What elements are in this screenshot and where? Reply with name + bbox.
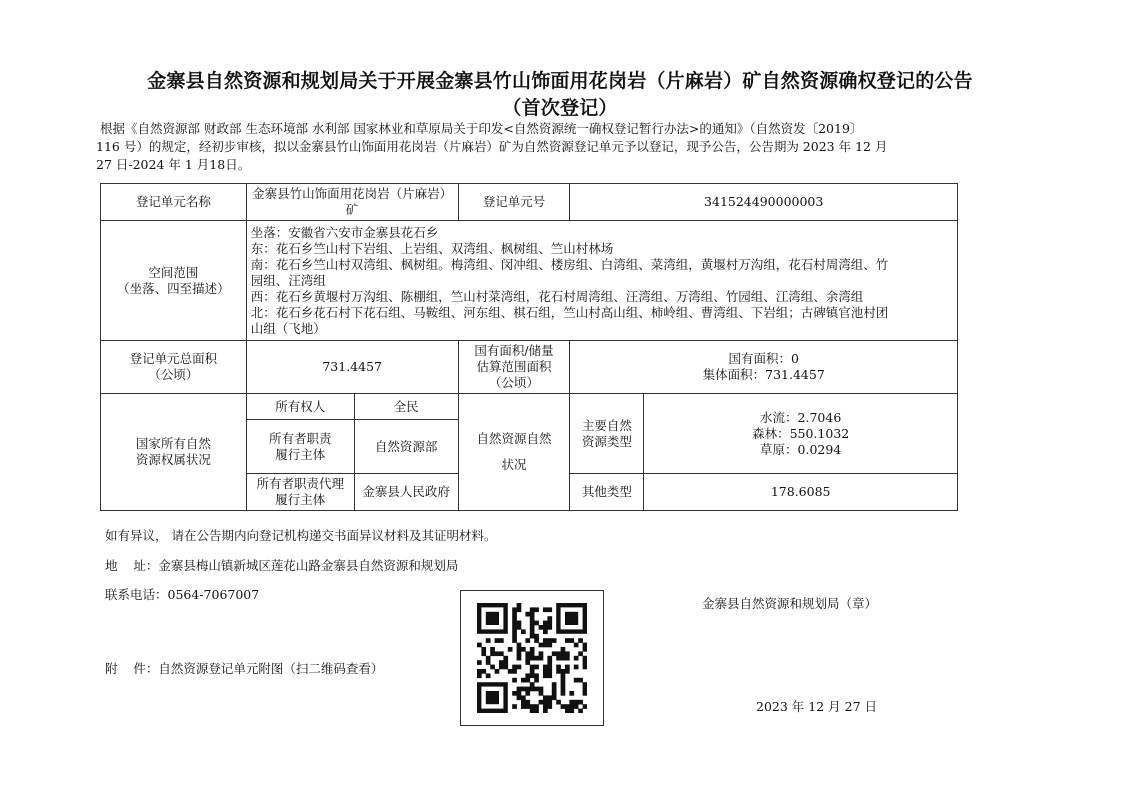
registration-table — [100, 183, 958, 511]
state-area-label — [458, 341, 570, 394]
row-space — [101, 221, 958, 341]
proxy-label-1: 所有者职责代理 — [256, 476, 344, 491]
space-line: 山组（飞地） — [250, 320, 326, 336]
duty-value: 自然资源部 — [354, 420, 458, 474]
unit-no-value: 341524490000003 — [570, 184, 958, 221]
ownership-label-2: 资源权属状况 — [135, 452, 211, 467]
space-label — [101, 221, 247, 341]
objection-text: 如有异议， 请在公告期内向登记机构递交书面异议材料及其证明材料。 — [105, 528, 497, 543]
status-label — [458, 394, 570, 511]
state-area-line: 国有面积：0 — [728, 351, 799, 366]
main-type-values — [644, 394, 958, 474]
other-type-label: 其他类型 — [570, 474, 644, 511]
state-area-label-2: 估算范围面积 — [476, 359, 552, 374]
main-type-label-2: 资源类型 — [581, 433, 632, 449]
collective-area-line: 集体面积：731.4457 — [702, 367, 825, 382]
space-label-1: 空间范围 — [148, 264, 199, 280]
ownership-label-1: 国家所有自然 — [135, 436, 211, 451]
duty-label-1: 所有者职责 — [268, 430, 332, 446]
issue-date: 2023 年 12 月 27 日 — [756, 699, 877, 714]
intro-line-3: 27 日-2024 年 1 月18日。 — [96, 157, 251, 172]
intro-line-2: 116 号）的规定，经初步审核，拟以金寨县竹山饰面用花岗岩（片麻岩）矿为自然资源登记单元予以登记，现予公告，公告期为 2023 年 12 月 — [96, 139, 888, 154]
total-area-label — [101, 341, 247, 394]
ownership-label — [101, 394, 247, 511]
proxy-label — [246, 474, 354, 511]
address-text: 地 址：金寨县梅山镇新城区莲花山路金寨县自然资源和规划局 — [105, 558, 459, 573]
row-unit — [101, 184, 958, 221]
phone-text: 联系电话：0564-7067007 — [105, 587, 260, 602]
proxy-label-2: 履行主体 — [275, 492, 326, 507]
state-area-label-3: （公顷） — [488, 375, 539, 390]
unit-name-value: 金寨县竹山饰面用花岗岩（片麻岩）矿 — [246, 184, 458, 221]
space-line: 东：花石乡竺山村下岩组、上岩组、双湾组、枫树组、竺山村林场 — [250, 240, 614, 256]
space-label-2: （坐落、四至描述） — [117, 280, 230, 296]
row-owner — [101, 394, 958, 420]
water-value: 水流：2.7046 — [760, 409, 842, 425]
attachment-text: 附 件：自然资源登记单元附图（扫二维码查看） — [105, 661, 384, 676]
row-area — [101, 341, 958, 394]
owner-value: 全民 — [354, 394, 458, 420]
grass-value: 草原：0.0294 — [760, 441, 842, 457]
unit-no-label: 登记单元号 — [458, 184, 570, 221]
space-line: 坐落：安徽省六安市金寨县花石乡 — [250, 224, 439, 240]
status-label-1: 自然资源自然 — [476, 431, 552, 446]
intro-paragraph — [96, 120, 960, 174]
owner-label: 所有权人 — [246, 394, 354, 420]
state-area-label-1: 国有面积/储量 — [474, 343, 554, 358]
issuer-seal-text: 金寨县自然资源和规划局（章） — [702, 596, 878, 611]
notice-subtitle: （首次登记） — [502, 97, 618, 119]
status-label-2: 状况 — [501, 457, 527, 472]
space-line: 南：花石乡竺山村双湾组、枫树组。梅湾组、闵冲组、楼房组、白湾组、菜湾组，黄堰村万沟组，花石村周湾组、竹 — [250, 256, 889, 272]
proxy-value: 金寨县人民政府 — [354, 474, 458, 511]
intro-line-1: 根据《自然资源部 财政部 生态环境部 水利部 国家林业和草原局关于印发<自然资源统一确权登记暂行办法>的通知》（自然资发〔2019〕 — [100, 121, 863, 136]
duty-label — [246, 420, 354, 474]
notice-title: 金寨县自然资源和规划局关于开展金寨县竹山饰面用花岗岩（片麻岩）矿自然资源确权登记的公告 — [147, 70, 973, 92]
unit-name-label: 登记单元名称 — [101, 184, 247, 221]
duty-label-2: 履行主体 — [275, 446, 326, 462]
main-type-label-1: 主要自然 — [581, 417, 632, 433]
total-area-label-2: （公顷） — [148, 367, 199, 382]
qr-code-frame[interactable] — [460, 590, 604, 726]
space-description — [246, 221, 957, 341]
state-area-value — [570, 341, 958, 394]
qr-code-icon — [477, 603, 587, 713]
space-line: 北：花石乡花石村下花石组、马鞍组、河东组、棋石组，竺山村高山组、柿岭组、曹湾组、下岩组；古碑镇官池村团 — [250, 304, 889, 320]
forest-value: 森林：550.1032 — [752, 425, 850, 441]
total-area-label-1: 登记单元总面积 — [129, 351, 218, 366]
space-line: 西：花石乡黄堰村万沟组、陈棚组，竺山村菜湾组，花石村周湾组、汪湾组、万湾组、竹园组、江湾组、余湾组 — [250, 288, 864, 304]
total-area-value: 731.4457 — [246, 341, 458, 394]
space-line: 园组、汪湾组 — [250, 272, 326, 288]
other-type-value: 178.6085 — [644, 474, 958, 511]
main-type-label — [570, 394, 644, 474]
